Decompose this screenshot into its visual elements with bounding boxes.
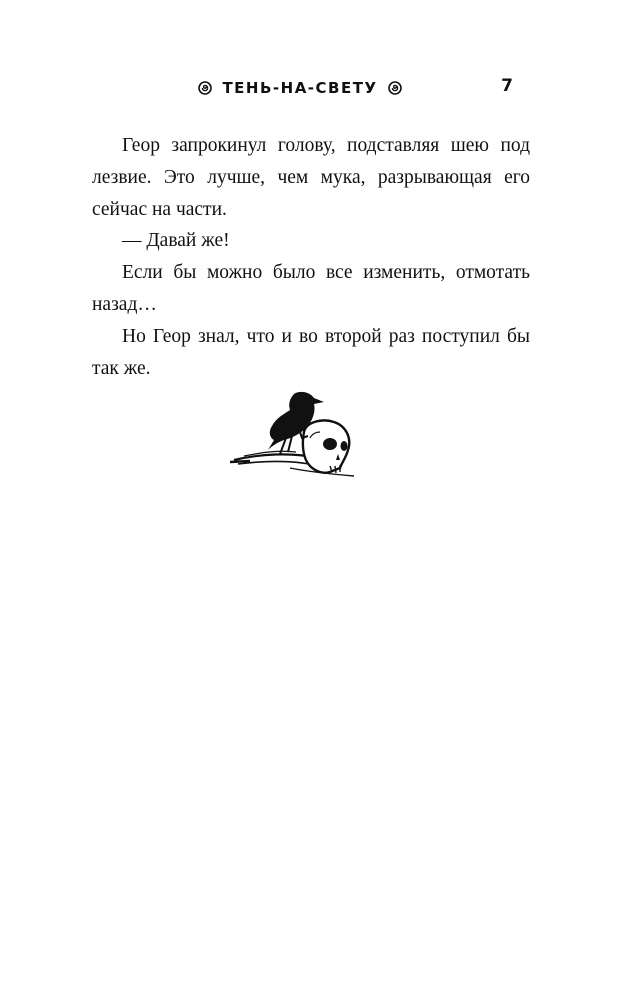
page-number: 7 [501,76,513,96]
spiral-ornament-icon [198,81,212,95]
paragraph: Но Геор знал, что и во второй раз поступил бы так же. [92,325,530,379]
paragraph: — Давай же! [122,230,230,252]
body-text [92,130,530,384]
paragraph: Геор запрокинул голову, подставляя шею под лезвие. Это лучше, чем мука, разрывающая его сейчас на части. [92,135,530,220]
running-head-title: ТЕНЬ-НА-СВЕТУ [222,79,378,97]
paragraph: Если бы можно было все изменить, отмотать назад… [92,262,530,315]
spiral-ornament-icon [388,81,402,95]
running-head [0,74,619,102]
running-head-center [190,74,410,102]
raven-on-skull-icon [230,388,358,484]
